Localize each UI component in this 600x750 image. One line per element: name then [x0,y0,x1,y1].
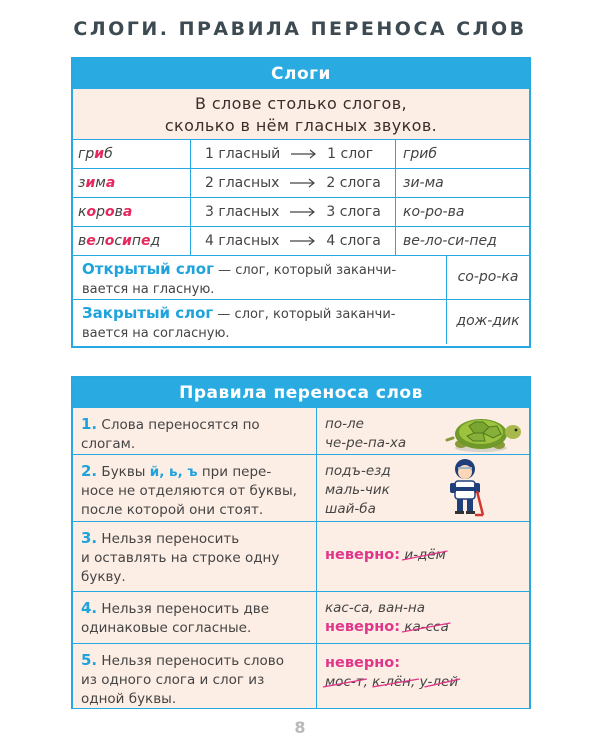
rule-line-1: В слове столько слогов, [194,94,408,113]
open-syllable-definition: Открытый слог — слог, который заканчи- вается на гласную. [73,256,447,299]
syllable-row [73,140,529,169]
rule-row [73,408,529,455]
syllable-rule [73,89,529,140]
count-cell: 1 гласный 1 слог [191,140,396,168]
rule-text: 3. Нельзя переносить и оставлять на строке одну букву. [73,522,317,591]
syllables-header: Слоги [73,59,529,89]
count-cell: 4 гласных 4 слога [191,227,396,255]
word-cell: корова [73,198,191,226]
count-cell: 3 гласных 3 слога [191,198,396,226]
page-title: СЛОГИ. ПРАВИЛА ПЕРЕНОСА СЛОВ [73,18,527,40]
crossed-out-example: мос-т, к-лён, у-лей [325,674,459,690]
word-cell: гриб [73,140,191,168]
closed-syllable-term: Закрытый слог [82,304,214,322]
rule-row [73,455,529,522]
syllable-row [73,227,529,256]
rule-example [317,644,529,708]
wrong-label: неверно: [325,547,401,563]
hockey-player-icon [443,457,489,519]
rule-example: подъ-езд маль-чик шай-ба [317,455,529,521]
open-syllable-row [73,256,529,300]
closed-syllable-example: дож-дик [456,313,520,329]
closed-syllable-row [73,300,529,344]
rule-line-2: сколько в нём гласных звуков. [164,116,438,135]
open-syllable-example: со-ро-ка [457,269,519,285]
split-cell: гриб [403,146,437,162]
arrow-right-icon [291,149,317,159]
closed-syllable-definition: Закрытый слог — слог, который заканчи- вается на согласную. [73,300,447,344]
count-cell: 2 гласных 2 слога [191,169,396,197]
split-cell: зи-ма [403,175,444,191]
rule-text: 1. Слова переносятся по слогам. [73,408,317,454]
rule-text: 2. Буквы й, ь, ъ при пере- носе не отделяются от буквы, после которой они стоят. [73,455,317,521]
rule-example: по-ле че-ре-па-ха [317,408,529,454]
split-cell: ко-ро-ва [403,204,465,220]
rule-example [317,522,529,591]
rule-row [73,644,529,708]
word-cell: велосипед [73,227,191,255]
syllable-row [73,169,529,198]
rule-text: 4. Нельзя переносить две одинаковые согласные. [73,592,317,643]
turtle-icon [443,410,525,454]
word-cell: зима [73,169,191,197]
crossed-out-example: ка-сса [404,619,449,635]
split-cell: ве-ло-си-пед [403,233,497,249]
arrow-right-icon [290,207,316,217]
syllables-card [71,57,531,348]
hyphenation-header: Правила переноса слов [73,378,529,408]
open-syllable-term: Открытый слог [82,260,214,278]
syllable-row [73,198,529,227]
rule-text: 5. Нельзя переносить слово из одного слога и слог из одной буквы. [73,644,317,708]
arrow-right-icon [290,236,316,246]
hyphenation-card [71,376,531,709]
wrong-label: неверно: [325,655,401,671]
rule-example: кас-са, ван-на неверно: ка-сса [325,600,449,635]
arrow-right-icon [290,178,316,188]
rule-row [73,592,529,644]
page-number: 8 [294,718,306,737]
crossed-out-example: и-дём [404,547,446,563]
wrong-label: неверно: [325,619,401,635]
rule-row [73,522,529,592]
